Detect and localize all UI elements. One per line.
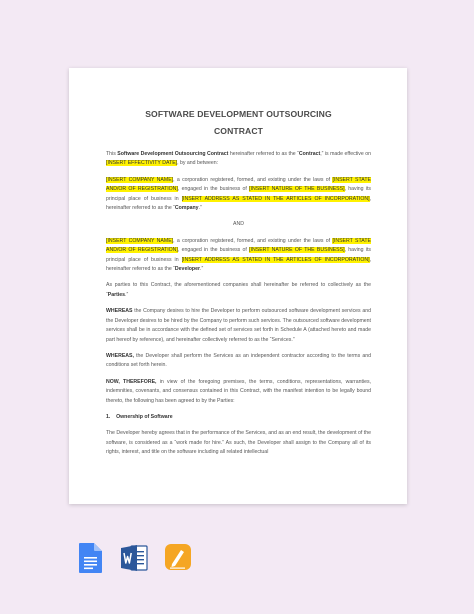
placeholder-state: [INSERT STATE AND/OR OF REGISTRATION]: [106, 176, 371, 193]
placeholder-state: [INSERT STATE AND/OR OF REGISTRATION]: [106, 237, 371, 254]
placeholder-business-nature: [INSERT NATURE OF THE BUSINESS]: [249, 247, 345, 254]
whereas-paragraph-2: WHEREAS, the Developer shall perform the Services as an independent contractor according to the terms and conditions set forth herein.: [106, 352, 371, 369]
placeholder-effectivity-date: [INSERT EFFECTIVITY DATE]: [106, 160, 178, 167]
placeholder-company-name: [INSERT COMPANY NAME]: [106, 237, 174, 244]
ownership-paragraph: The Developer hereby agrees that in the performance of the Services, and as an end result, the development of the software, is considered as a “work made for hire.” As such, the Developer shall assign to the Company all of its rights, interest, and title on the software including all related intellectual: [106, 430, 371, 456]
document-title: SOFTWARE DEVELOPMENT OUTSOURCING CONTRACT: [145, 109, 332, 136]
section-heading: 1. Ownership of Software: [106, 413, 173, 420]
parties-paragraph: As parties to this Contract, the aforementioned companies shall hereinafter be referred to collectively as the “Parties.”: [106, 282, 371, 298]
apple-pages-icon[interactable]: [164, 542, 192, 574]
format-icons: [76, 542, 192, 574]
developer-party-paragraph: [INSERT COMPANY NAME], a corporation registered, formed, and existing under the laws of [INSERT STATE AND/OR OF REGISTRATION], engaged in the business of [INSERT NATURE OF THE BUSINESS], having its principal place of business in [INSERT ADDRESS AS STATED IN THE ARTICLES OF INCORPORATION], hereinafter referred to as the “Developer.”: [106, 237, 372, 273]
microsoft-word-icon[interactable]: [120, 542, 148, 574]
placeholder-business-nature: [INSERT NATURE OF THE BUSINESS]: [249, 186, 345, 193]
and-separator: AND: [233, 221, 244, 228]
now-therefore-paragraph: NOW, THEREFORE, in view of the foregoing premises, the terms, conditions, representations, warranties, indemnities, covenants, and consensus contained in this Contract, with the manifest intention to be legally bound thereto, the following has been agreed to by the Parties:: [106, 378, 371, 404]
google-docs-icon[interactable]: [76, 542, 104, 574]
intro-paragraph: This Software Development Outsourcing Contract hereinafter referred to as the “Contract,” is made effective on [INSERT EFFECTIVITY DATE], by and between:: [106, 151, 371, 167]
company-party-paragraph: [INSERT COMPANY NAME], a corporation registered, formed, and existing under the laws of [INSERT STATE AND/OR OF REGISTRATION], engaged in the business of [INSERT NATURE OF THE BUSINESS], having its principal place of business in [INSERT ADDRESS AS STATED IN THE ARTICLES OF INCORPORATION], hereinafter referred to as the “Company.”: [106, 176, 372, 212]
placeholder-address: [INSERT ADDRESS AS STATED IN THE ARTICLES OF INCORPORATION]: [181, 256, 370, 263]
whereas-paragraph-1: WHEREAS the Company desires to hire the Developer to perform outsourced software development services and the Developer desires to be hired by the Company to perform such services. The outsourced software development services shall be in accordance with the defined set of services set forth in Schedule A (attached hereto and made part hereof by reference), and hereinafter collectively referred to as the “Services.”: [106, 308, 371, 343]
placeholder-address: [INSERT ADDRESS AS STATED IN THE ARTICLES OF INCORPORATION]: [181, 195, 370, 202]
placeholder-company-name: [INSERT COMPANY NAME]: [106, 176, 174, 183]
document-page: [69, 68, 407, 504]
